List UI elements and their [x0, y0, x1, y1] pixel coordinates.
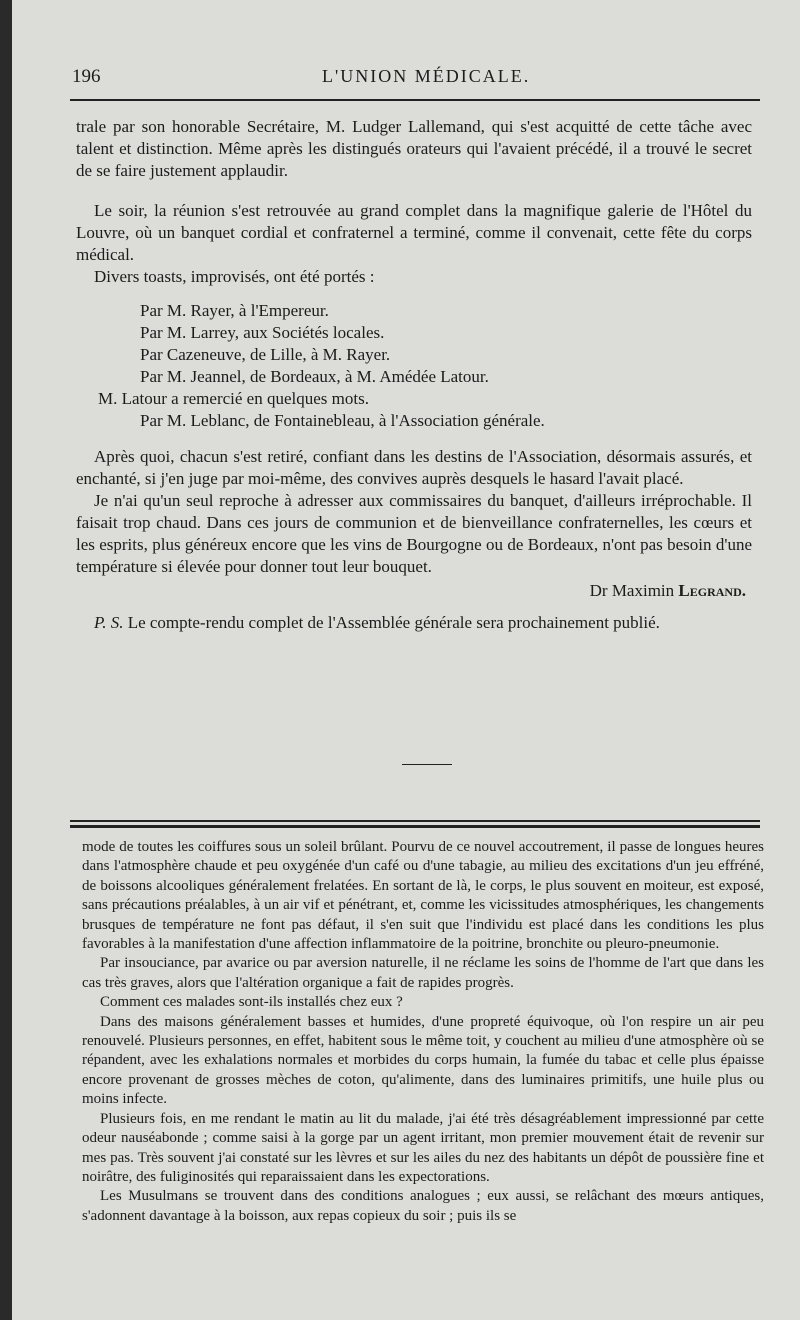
signature-prefix: Dr Maximin: [589, 581, 679, 600]
paragraph: Après quoi, chacun s'est retiré, confiant dans les destins de l'Association, désormais assurés, et enchanté, si j'en juge par moi-même, des convives auprès desquels le hasard l'avait placé.: [76, 447, 752, 488]
feuilleton-text: [82, 838, 764, 1226]
paragraph: Le soir, la réunion s'est retrouvée au grand complet dans la magnifique galerie de l'Hôtel du Louvre, où un banquet cordial et confraternel a terminé, comme il convenait, cette fête du corps médical.: [76, 201, 752, 264]
toast-line: Par M. Jeannel, de Bordeaux, à M. Amédée Latour.: [140, 367, 489, 386]
page-number: 196: [72, 66, 101, 87]
toast-line: Par Cazeneuve, de Lille, à M. Rayer.: [140, 345, 391, 364]
running-title: L'UNION MÉDICALE.: [322, 66, 531, 86]
paragraph: trale par son honorable Secrétaire, M. Ludger Lallemand, qui s'est acquitté de cette tâche avec talent et distinction. Même après les distingués orateurs qui l'avaient précédé, il a trouvé le secret de se faire justement applaudir.: [76, 117, 752, 180]
paragraph: Les Musulmans se trouvent dans des conditions analogues ; eux aussi, se relâchant des mœurs antiques, s'adonnent davantage à la boisson, aux repas copieux du soir ; puis ils se: [82, 1188, 764, 1224]
paragraph: Comment ces malades sont-ils installés chez eux ?: [100, 994, 403, 1011]
header-rule: [70, 99, 760, 101]
ps-label: P. S.: [94, 613, 124, 632]
toast-line: Par M. Larrey, aux Sociétés locales.: [140, 323, 385, 342]
signature-name: Legrand.: [678, 581, 746, 600]
article-upper: [76, 116, 752, 634]
toast-line: M. Latour a remercié en quelques mots.: [98, 389, 369, 408]
feuilleton-rule-bottom: [70, 825, 760, 828]
signature: [76, 580, 752, 602]
paragraph: Je n'ai qu'un seul reproche à adresser aux commissaires du banquet, d'ailleurs irréprochable. Il faisait trop chaud. Dans ces jours de communion et de bienveillance confraternelles, les cœurs et les esprits, plus généreux encore que les vins de Bourgogne ou de Bordeaux, n'ont pas besoin d'une température si élevée pour donner tout leur bouquet.: [76, 491, 752, 576]
feuilleton-rule-top: [70, 820, 760, 822]
toast-line: Par M. Rayer, à l'Empereur.: [140, 301, 329, 320]
paragraph: mode de toutes les coiffures sous un soleil brûlant. Pourvu de ce nouvel accoutrement, il passe de longues heures dans l'atmosphère chaude et peu oxygénée d'un café ou d'une tabagie, au milieu des excitations d'un jeu effréné, de boissons alcooliques généralement frelatées. En sortant de là, le corps, le plus souvent en moiteur, est exposé, sans précautions préalables, à un air vif et pénétrant, et, comme les vicissitudes atmosphériques, les changements brusques de température ne font pas défaut, il s'en suit que l'individu est placé dans les conditions les plus favorables à la manifestation d'une affection inflammatoire de la poitrine, bronchite ou pleuro-pneumonie.: [82, 839, 764, 953]
journal-page: [12, 0, 800, 1320]
paragraph: Par insouciance, par avarice ou par aversion naturelle, il ne réclame les soins de l'homme de l'art que dans les cas très graves, alors que l'altération organique a fait de rapides progrès.: [82, 955, 764, 991]
postscript: [76, 612, 752, 634]
paragraph: Divers toasts, improvisés, ont été portés :: [94, 267, 375, 286]
section-divider: [402, 764, 452, 765]
toast-line: Par M. Leblanc, de Fontainebleau, à l'Association générale.: [140, 411, 545, 430]
paragraph: Dans des maisons généralement basses et humides, d'une propreté équivoque, où l'on respire un air peu renouvelé. Plusieurs personnes, en effet, habitent sous le même toit, y couchent au milieu d'une atmosphère où se répandent, avec les exhalations normales et morbides du corps humain, la fumée du tabac et celle plus épaisse encore provenant de grosses mèches de coton, qu'alimente, dans des luminaires primitifs, une huile plus ou moins infecte.: [82, 1013, 764, 1108]
page-header: [72, 66, 762, 90]
paragraph: Plusieurs fois, en me rendant le matin au lit du malade, j'ai été très désagréablement impressionné par cette odeur nauséabonde ; comme saisi à la gorge par un agent irritant, mon premier mouvement était de revenir sur mes pas. Très souvent j'ai constaté sur les lèvres et sur les ailes du nez des habitants un dépôt de poussière fine et noirâtre, des fuliginosités qui reparaissaient dans les expectorations.: [82, 1110, 764, 1185]
ps-text: Le compte-rendu complet de l'Assemblée générale sera prochainement publié.: [123, 613, 660, 632]
